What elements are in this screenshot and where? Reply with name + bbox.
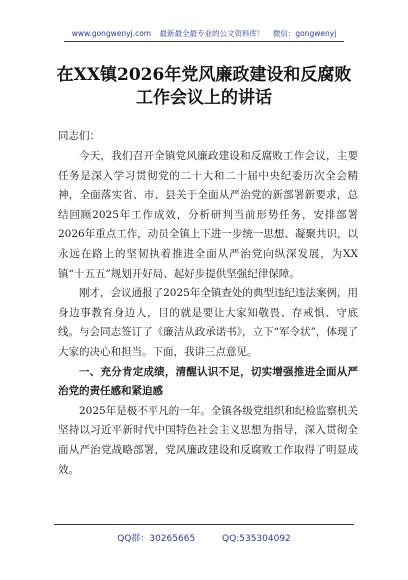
header-divider xyxy=(64,41,344,42)
section-heading-1: 一、充分肯定成绩，清醒认识不足，切实增强推进全面从严治党的责任感和紧迫感 xyxy=(58,365,358,398)
document-title-line-2: 工作会议上的讲话 xyxy=(136,88,272,108)
paragraph-2025-review: 2025年是极不平凡的一年。全镇各级党组织和纪检监察机关坚持以习近平新时代中国特色社会主义思想为指导，深入贯彻全面从严治党战略部署，党风廉政建设和反腐败工作取得了明显成效。 xyxy=(58,404,358,476)
header-slogan: 最新最全最专业的公文资料库！ xyxy=(159,29,265,38)
footer-qq-group: QQ群：30265665 xyxy=(117,534,196,544)
document-body xyxy=(58,147,358,480)
page-footer xyxy=(0,531,408,544)
paragraph-opening: 今天，我们召开全镇党风廉政建设和反腐败工作会议，主要任务是深入学习贯彻党的二十大和二十届中央纪委历次全会精神，全面落实省、市、县关于全面从严治党的新部署新要求，总结回顾2025年工作成效，分析研判当前形势任务，安排部署2026年重点工作，动员全镇上下进一步统一思想、凝聚共识，以永远在路上的坚韧执着推进全面从严治党向纵深发展，为XX镇“十五五”规划开好局、起好步提供坚强纪律保障。 xyxy=(58,150,358,280)
greeting: 同志们： xyxy=(58,130,100,142)
footer-divider xyxy=(54,524,354,525)
site-url: www.gongwenyj.com xyxy=(71,29,152,38)
footer-qq: QQ:535304092 xyxy=(222,534,291,544)
page-header xyxy=(0,28,408,39)
paragraph-meeting-report: 刚才，会议通报了2025年全镇查处的典型违纪违法案例，用身边事教育身边人，目的就是要让大家知敬畏、存戒惧、守底线。与会同志签订了《廉洁从政承诺书》，立下“军令状”，体现了大家的决心和担当。下面，我讲三点意见。 xyxy=(58,287,358,358)
header-wechat: 微信：gongwenyj xyxy=(272,29,337,38)
document-title-line-1: 在XX镇2026年党风廉政建设和反腐败 xyxy=(56,65,352,85)
